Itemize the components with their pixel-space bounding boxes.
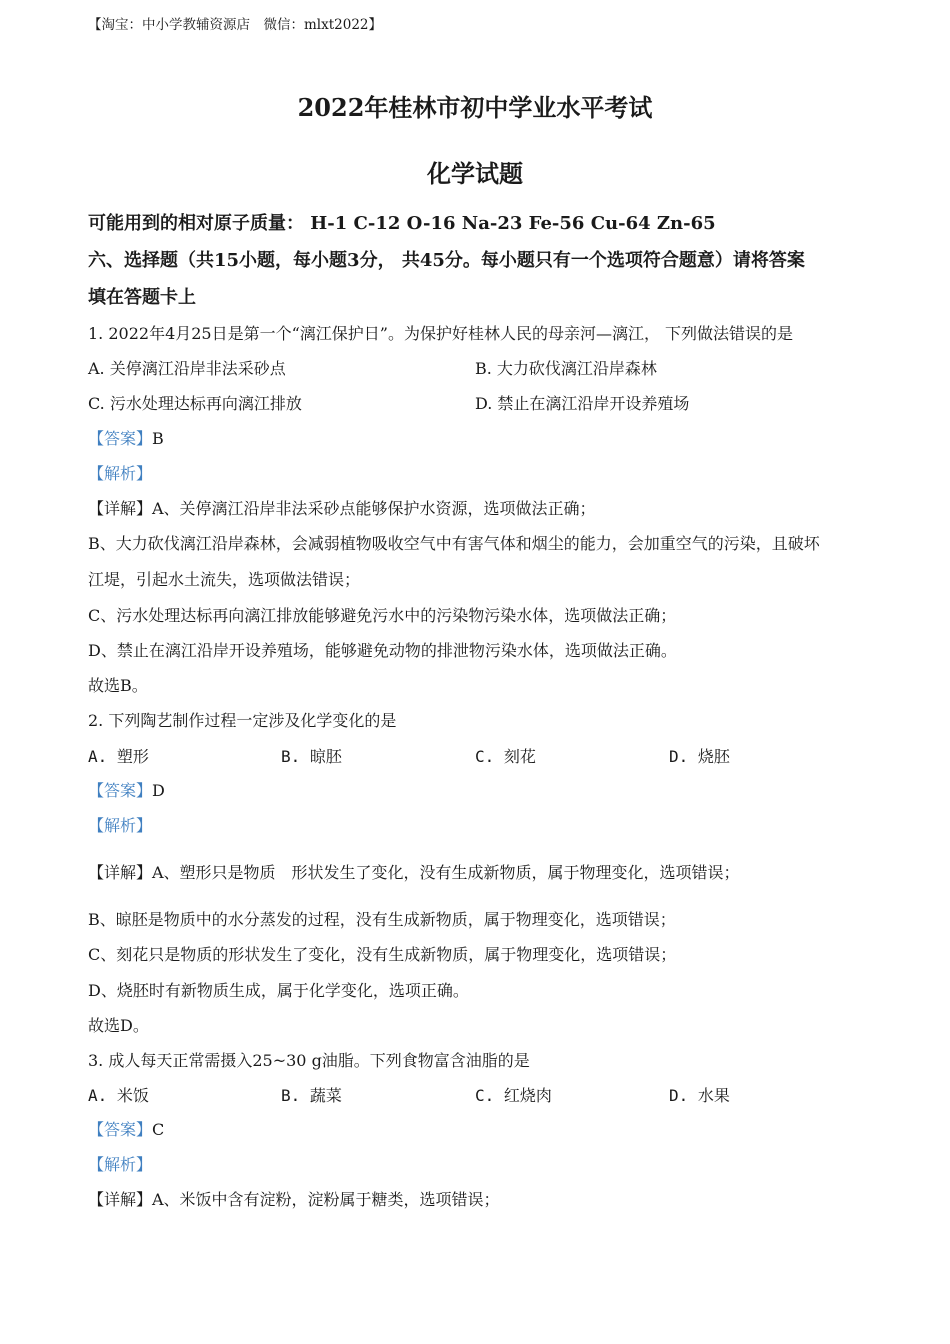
- q1-conclusion: 故选B。: [88, 676, 148, 695]
- q1-answer-value: B: [152, 429, 164, 448]
- q1-option-c: C. 污水处理达标再向漓江排放: [88, 394, 302, 413]
- q1-stem: 1. 2022年4月25日是第一个“漓江保护日”。为保护好桂林人民的母亲河—漓江， 下列做法错误的是: [88, 324, 794, 343]
- q3-answer: [88, 1117, 164, 1140]
- q1-detail-line: D、禁止在漓江沿岸开设养殖场，能够避免动物的排泄物污染水体，选项做法正确。: [88, 641, 677, 660]
- q1-detail-line: 【详解】A、关停漓江沿岸非法采砂点能够保护水资源，选项做法正确；: [88, 499, 596, 518]
- page-subtitle: 化学试题: [427, 159, 523, 188]
- section-heading-cont: 填在答题卡上: [88, 287, 196, 308]
- page-title: 2022年桂林市初中学业水平考试: [297, 93, 653, 122]
- q2-option-b: B. 晾胚: [281, 747, 342, 766]
- answer-tag: 【答案】: [88, 781, 153, 800]
- q3-option-c: C. 红烧肉: [475, 1086, 552, 1105]
- q1-detail-line: 江堤，引起水土流失，选项做法错误；: [88, 570, 361, 589]
- q3-stem: 3. 成人每天正常需摄入25~30 g油脂。下列食物富含油脂的是: [88, 1051, 530, 1070]
- q1-option-d: D. 禁止在漓江沿岸开设养殖场: [475, 394, 690, 413]
- q2-answer-value: D: [152, 781, 165, 800]
- q1-detail-line: B、大力砍伐漓江沿岸森林，会减弱植物吸收空气中有害气体和烟尘的能力，会加重空气的污染，且破坏: [88, 534, 820, 553]
- q2-option-c: C. 刻花: [475, 747, 536, 766]
- q2-option-a: A. 塑形: [88, 747, 149, 766]
- q3-option-b: B. 蔬菜: [281, 1086, 342, 1105]
- atomic-masses: 可能用到的相对原子质量： H-1 C-12 O-16 Na-23 Fe-56 Cu-64 Zn-65: [88, 213, 716, 234]
- q3-detail-line: 【详解】A、米饭中含有淀粉，淀粉属于糖类，选项错误；: [88, 1190, 500, 1209]
- q2-detail-line: C、刻花只是物质的形状发生了变化，没有生成新物质，属于物理变化，选项错误；: [88, 945, 677, 964]
- q2-answer: [88, 778, 165, 801]
- q2-stem: 2. 下列陶艺制作过程一定涉及化学变化的是: [88, 711, 397, 730]
- q1-detail-line: C、污水处理达标再向漓江排放能够避免污水中的污染物污染水体，选项做法正确；: [88, 606, 677, 625]
- q2-option-d: D. 烧胚: [669, 747, 730, 766]
- q2-detail-line: B、晾胚是物质中的水分蒸发的过程，没有生成新物质，属于物理变化，选项错误；: [88, 910, 676, 929]
- q2-conclusion: 故选D。: [88, 1016, 149, 1035]
- q1-answer: [88, 426, 164, 449]
- header-watermark: 【淘宝：中小学教辅资源店 微信：mlxt2022】: [88, 17, 383, 33]
- section-heading: 六、选择题（共15小题，每小题3分， 共45分。每小题只有一个选项符合题意）请将答案: [88, 250, 805, 271]
- q3-analysis-tag: 【解析】: [88, 1155, 153, 1174]
- q1-analysis-tag: 【解析】: [88, 464, 153, 483]
- q2-detail-line: D、烧胚时有新物质生成，属于化学变化，选项正确。: [88, 981, 469, 1000]
- answer-tag: 【答案】: [88, 1120, 153, 1139]
- answer-tag: 【答案】: [88, 429, 153, 448]
- q3-answer-value: C: [152, 1120, 165, 1139]
- q3-option-a: A. 米饭: [88, 1086, 149, 1105]
- q1-option-a: A. 关停漓江沿岸非法采砂点: [88, 359, 286, 378]
- q1-option-b: B. 大力砍伐漓江沿岸森林: [475, 359, 657, 378]
- q3-option-d: D. 水果: [669, 1086, 730, 1105]
- q2-detail-line: 【详解】A、塑形只是物质 形状发生了变化，没有生成新物质，属于物理变化，选项错误；: [88, 863, 740, 882]
- q2-analysis-tag: 【解析】: [88, 816, 153, 835]
